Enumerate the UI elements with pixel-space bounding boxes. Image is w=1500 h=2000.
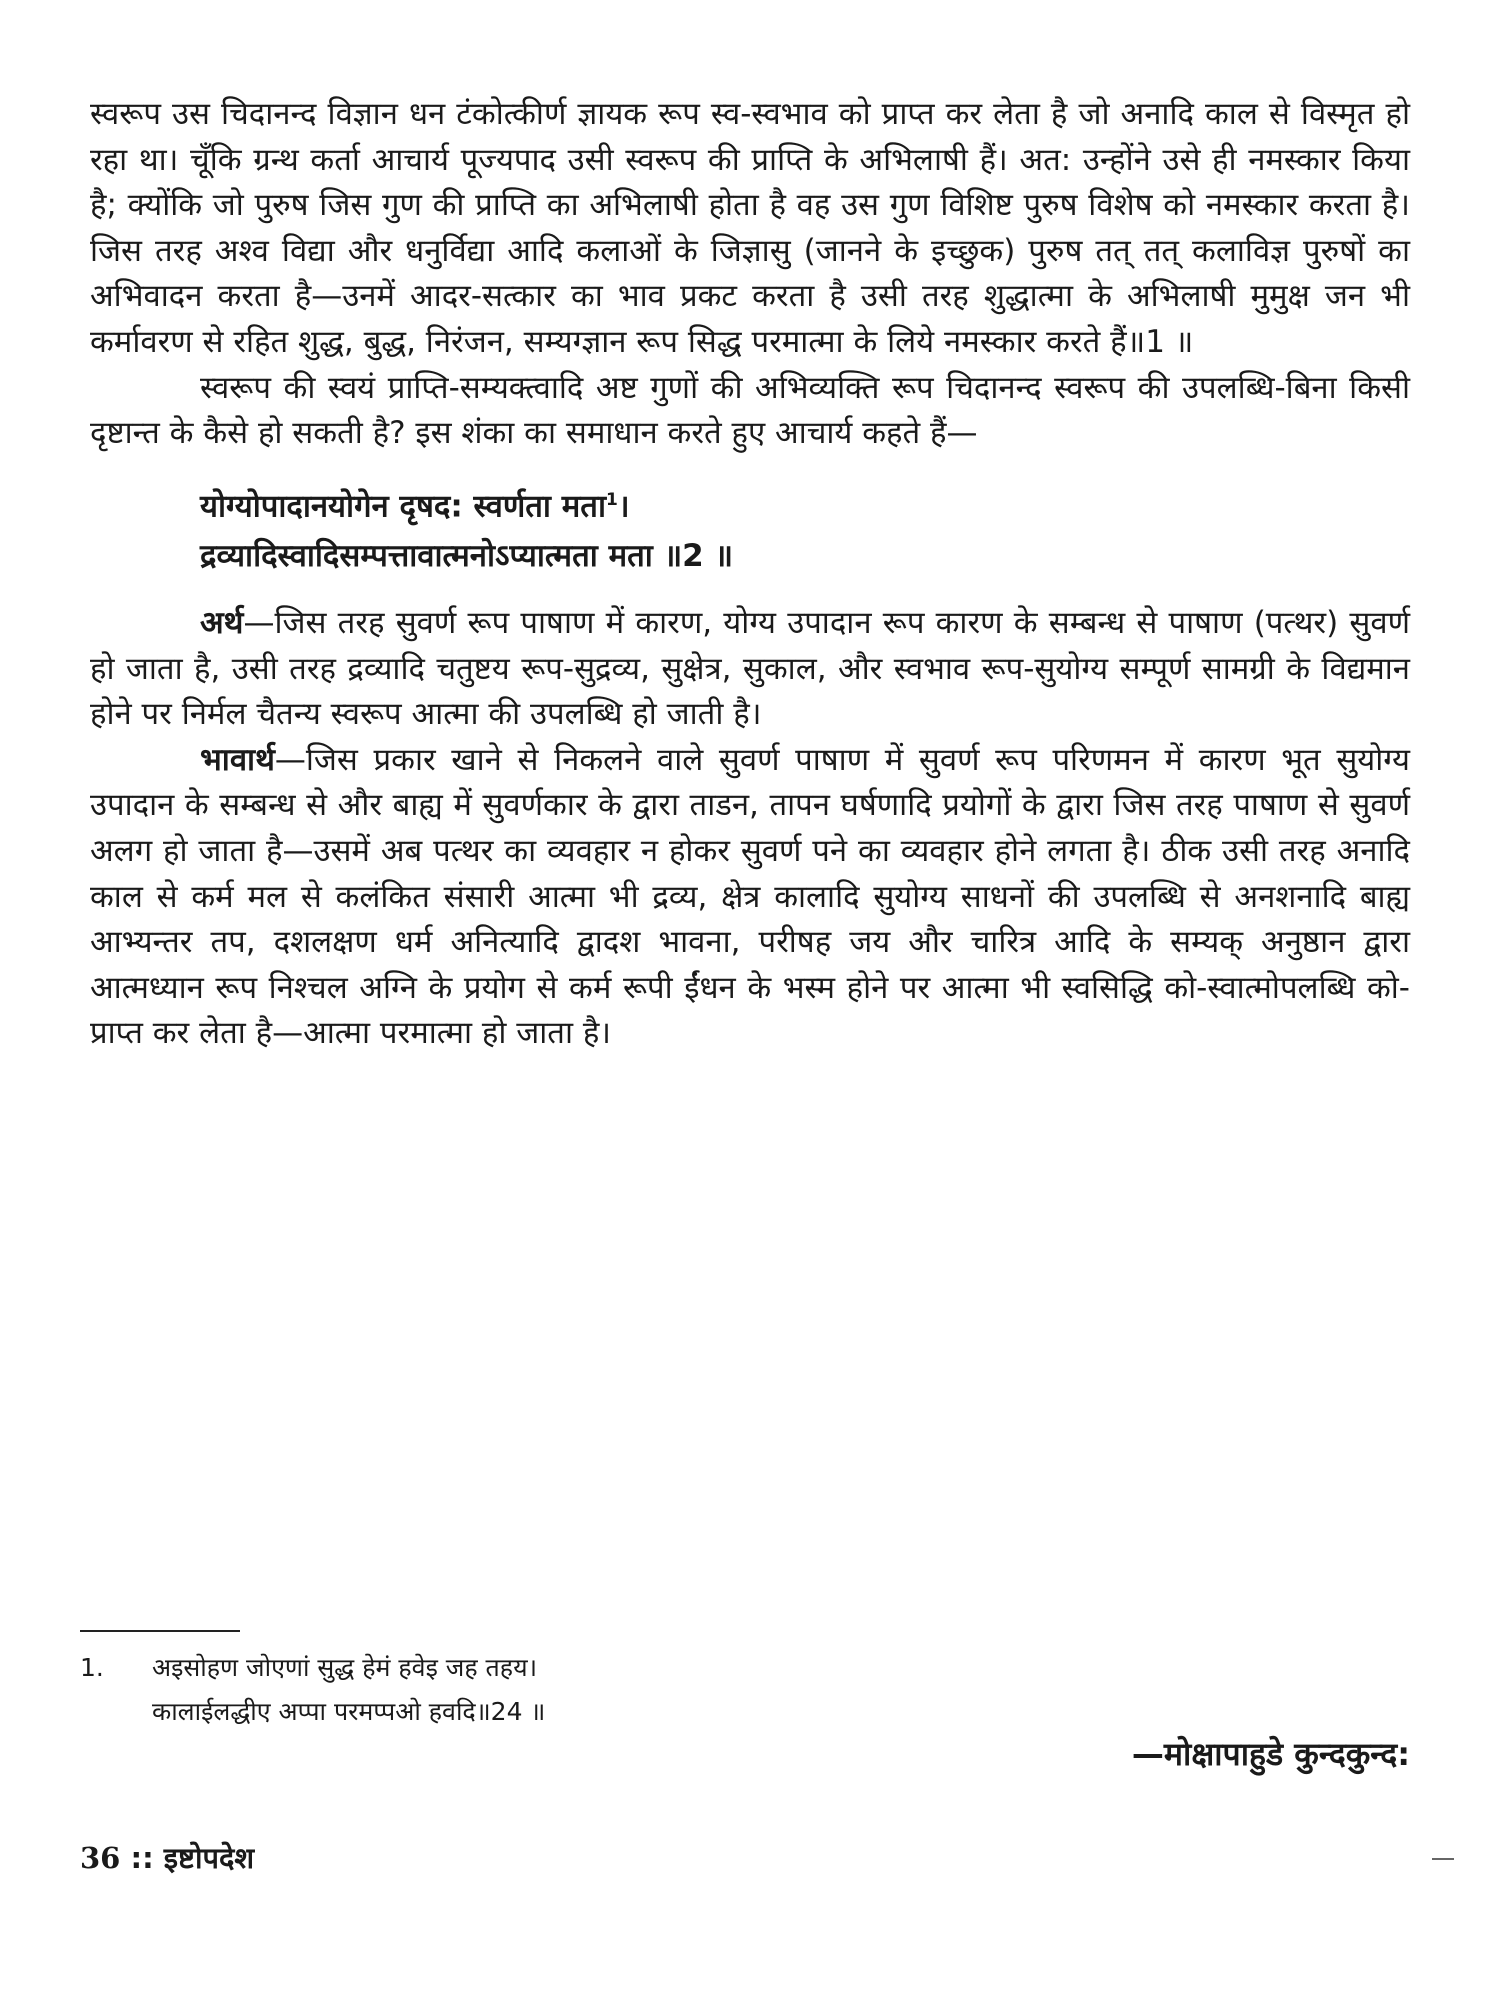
paragraph-1: स्वरूप उस चिदानन्द विज्ञान धन टंकोत्कीर्ण ज्ञायक रूप स्व-स्वभाव को प्राप्त कर लेता है जो अनादि काल से विस्मृत हो रहा था। चूँकि ग्रन्थ कर्ता आचार्य पूज्यपाद उसी स्वरूप की प्राप्ति के अभिलाषी हैं। अत: उन्होंने उसे ही नमस्कार किया है; क्योंकि जो पुरुष जिस गुण की प्राप्ति का अभिलाषी होता है वह उस गुण विशिष्ट पुरुष विशेष को नमस्कार करता है। जिस तरह अश्व विद्या और धनुर्विद्या आदि कलाओं के जिज्ञासु (जानने के इच्छुक) पुरुष तत् तत् कलाविज्ञ पुरुषों का अभिवादन करता है—उनमें आदर-सत्कार का भाव प्रकट करता है उसी तरह शुद्धात्मा के अभिलाषी मुमुक्ष जन भी कर्मावरण से रहित शुद्ध, बुद्ध, निरंजन, सम्यग्ज्ञान रूप सिद्ध परमात्मा के लिये नमस्कार करते हैं॥1 ॥ (90, 96, 1410, 360)
verse-line-2: द्रव्यादिस्वादिसम्पत्तावात्मनोऽप्यात्मता मता ॥2 ॥ (200, 538, 734, 575)
verse-line-1-danda: । (617, 488, 630, 525)
paragraph-2: स्वरूप की स्वयं प्राप्ति-सम्यक्त्वादि अष्ट गुणों की अभिव्यक्ति रूप चिदानन्द स्वरूप की उपलब्धि-बिना किसी दृष्टान्त के कैसे हो सकती है? इस शंका का समाधान करते हुए आचार्य कहते हैं— (90, 369, 1410, 452)
footnote-divider (80, 1630, 240, 1632)
footnote (80, 1646, 1080, 1734)
verse-line-1 (200, 475, 1410, 531)
footnote-line-1-text: अइसोहण जोएणां सुद्ध हेमं हवेइ जह तहय। (152, 1653, 538, 1682)
bhavartha-paragraph (90, 738, 1410, 1057)
sanskrit-verse (90, 475, 1410, 581)
artha-paragraph (90, 601, 1410, 738)
verse-footnote-ref: 1 (606, 489, 618, 510)
bhavartha-label: भावार्थ (200, 741, 275, 778)
artha-text: —जिस तरह सुवर्ण रूप पाषाण में कारण, योग्य उपादान रूप कारण के सम्बन्ध से पाषाण (पत्थर) सुवर्ण हो जाता है, उसी तरह द्रव्यादि चतुष्टय रूप-सुद्रव्य, सुक्षेत्र, सुकाल, और स्वभाव रूप-सुयोग्य सम्पूर्ण सामग्री के विद्यमान होने पर निर्मल चैतन्य स्वरूप आत्मा की उपलब्धि हो जाती है। (90, 605, 1410, 733)
book-title: इष्टोपदेश (163, 1841, 255, 1875)
attribution: —मोक्षापाहुडे कुन्दकुन्द: (1131, 1735, 1410, 1773)
artha-label: अर्थ (200, 605, 244, 642)
verse-line-1-text: योग्योपादानयोगेन दृषद: स्वर्णता मता (200, 488, 606, 525)
main-body-text (90, 92, 1410, 1057)
bhavartha-text: —जिस प्रकार खाने से निकलने वाले सुवर्ण पाषाण में सुवर्ण रूप परिणमन में कारण भूत सुयोग्य उपादान के सम्बन्ध से और बाह्य में सुवर्णकार के द्वारा ताडन, तापन घर्षणादि प्रयोगों के द्वारा जिस तरह पाषाण से सुवर्ण अलग हो जाता है—उसमें अब पत्थर का व्यवहार न होकर सुवर्ण पने का व्यवहार होने लगता है। ठीक उसी तरह अनादि काल से कर्म मल से कलंकित संसारी आत्मा भी द्रव्य, क्षेत्र कालादि सुयोग्य साधनों की उपलब्धि से अनशनादि बाह्य आभ्यन्तर तप, दशलक्षण धर्म अनित्यादि द्वादश भावना, परीषह जय और चारित्र आदि के सम्यक् अनुष्ठान द्वारा आत्मध्यान रूप निश्चल अग्नि के प्रयोग से कर्म रूपी ईंधन के भस्म होने पर आत्मा भी स्वसिद्धि को-स्वात्मोपलब्धि को-प्राप्त कर लेता है—आत्मा परमात्मा हो जाता है। (90, 741, 1410, 1052)
footnote-line-2: कालाईलद्धीए अप्पा परमप्पओ हवदि॥24 ॥ (152, 1697, 546, 1726)
page-number: 36 (80, 1841, 121, 1875)
scan-mark (1432, 1858, 1454, 1860)
footnote-line-1 (80, 1646, 1080, 1690)
page-footer (80, 1838, 254, 1877)
footer-separator: :: (130, 1841, 154, 1875)
footnote-number: 1. (80, 1653, 104, 1682)
